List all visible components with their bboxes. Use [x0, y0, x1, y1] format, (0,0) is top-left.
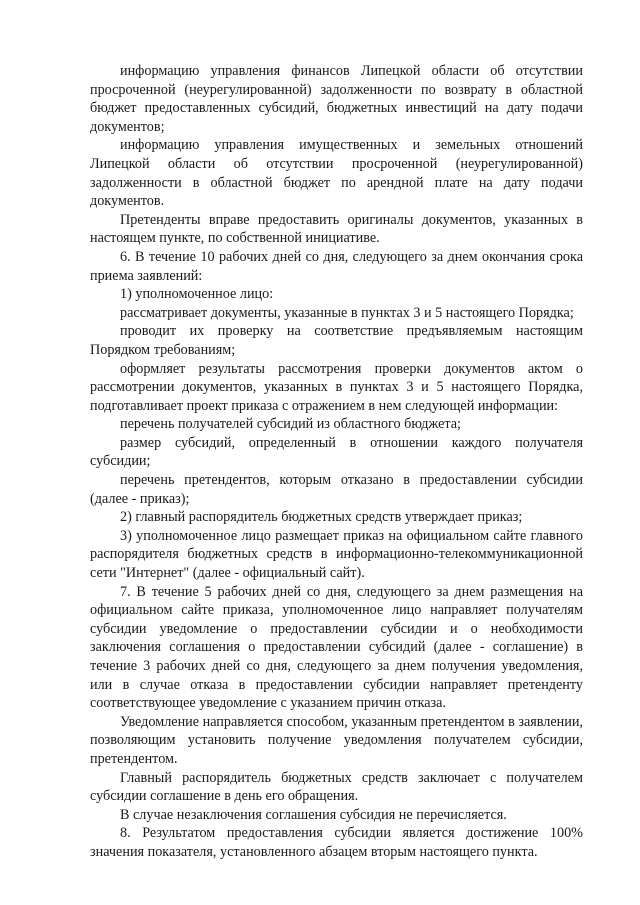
- paragraph: Уведомление направляется способом, указанным претендентом в заявлении, позволяющим установить получение уведомления получателем субсидии, претендентом.: [90, 713, 583, 767]
- paragraph: 2) главный распорядитель бюджетных средств утверждает приказ;: [120, 509, 523, 526]
- paragraph: рассматривает документы, указанные в пунктах 3 и 5 настоящего Порядка;: [120, 304, 574, 321]
- paragraph: 3) уполномоченное лицо размещает приказ на официальном сайте главного распорядителя бюджетных средств в информационно-телекоммуникационной сети "Интернет" (далее - официальный сайт).: [90, 527, 583, 582]
- paragraph: проводит их проверку на соответствие предъявляемым настоящим Порядком требованиям;: [90, 323, 583, 358]
- paragraph: оформляет результаты рассмотрения проверки документов актом о рассмотрении документов, указанных в пунктах 3 и 5 настоящего Порядка, подготавливает проект приказа с отражением в нем следующей информации:: [90, 360, 583, 414]
- paragraph: Претенденты вправе предоставить оригиналы документов, указанных в настоящем пункте, по собственной инициативе.: [90, 211, 583, 247]
- paragraph: 1) уполномоченное лицо:: [120, 286, 274, 303]
- document-body: [90, 62, 583, 862]
- paragraph: 7. В течение 5 рабочих дней со дня, следующего за днем размещения на официальном сайте приказа, уполномоченное лицо направляет получателям субсидии уведомление о предоставлении субсидии и о необходимости заключения соглашения о предоставлении субсидий (далее - соглашение) в течение 3 рабочих дней со дня, следующего за днем получения уведомления, или в случае отказа в предоставлении субсидии направляет претенденту соответствующее уведомление с указанием причин отказа.: [90, 583, 583, 712]
- paragraph: перечень претендентов, которым отказано в предоставлении субсидии (далее - приказ);: [90, 472, 583, 507]
- paragraph: информацию управления имущественных и земельных отношений Липецкой области об отсутствии просроченной (неурегулированной) задолженности в областной бюджет по арендной плате на дату подачи документов.: [90, 137, 583, 210]
- paragraph: Главный распорядитель бюджетных средств заключает с получателем субсидии соглашение в день его обращения.: [90, 769, 583, 805]
- paragraph: размер субсидий, определенный в отношении каждого получателя субсидии;: [90, 434, 583, 470]
- paragraph: информацию управления финансов Липецкой области об отсутствии просроченной (неурегулированной) задолженности по возврату в областной бюджет предоставленных субсидий, бюджетных инвестиций на дату подачи документов;: [90, 63, 583, 135]
- paragraph: В случае незаключения соглашения субсидия не перечисляется.: [120, 806, 507, 823]
- paragraph: 8. Результатом предоставления субсидии является достижение 100% значения показателя, установленного абзацем вторым настоящего пункта.: [90, 825, 583, 860]
- paragraph: 6. В течение 10 рабочих дней со дня, следующего за днем окончания срока приема заявлений:: [90, 248, 583, 284]
- paragraph: перечень получателей субсидий из областного бюджета;: [120, 416, 462, 433]
